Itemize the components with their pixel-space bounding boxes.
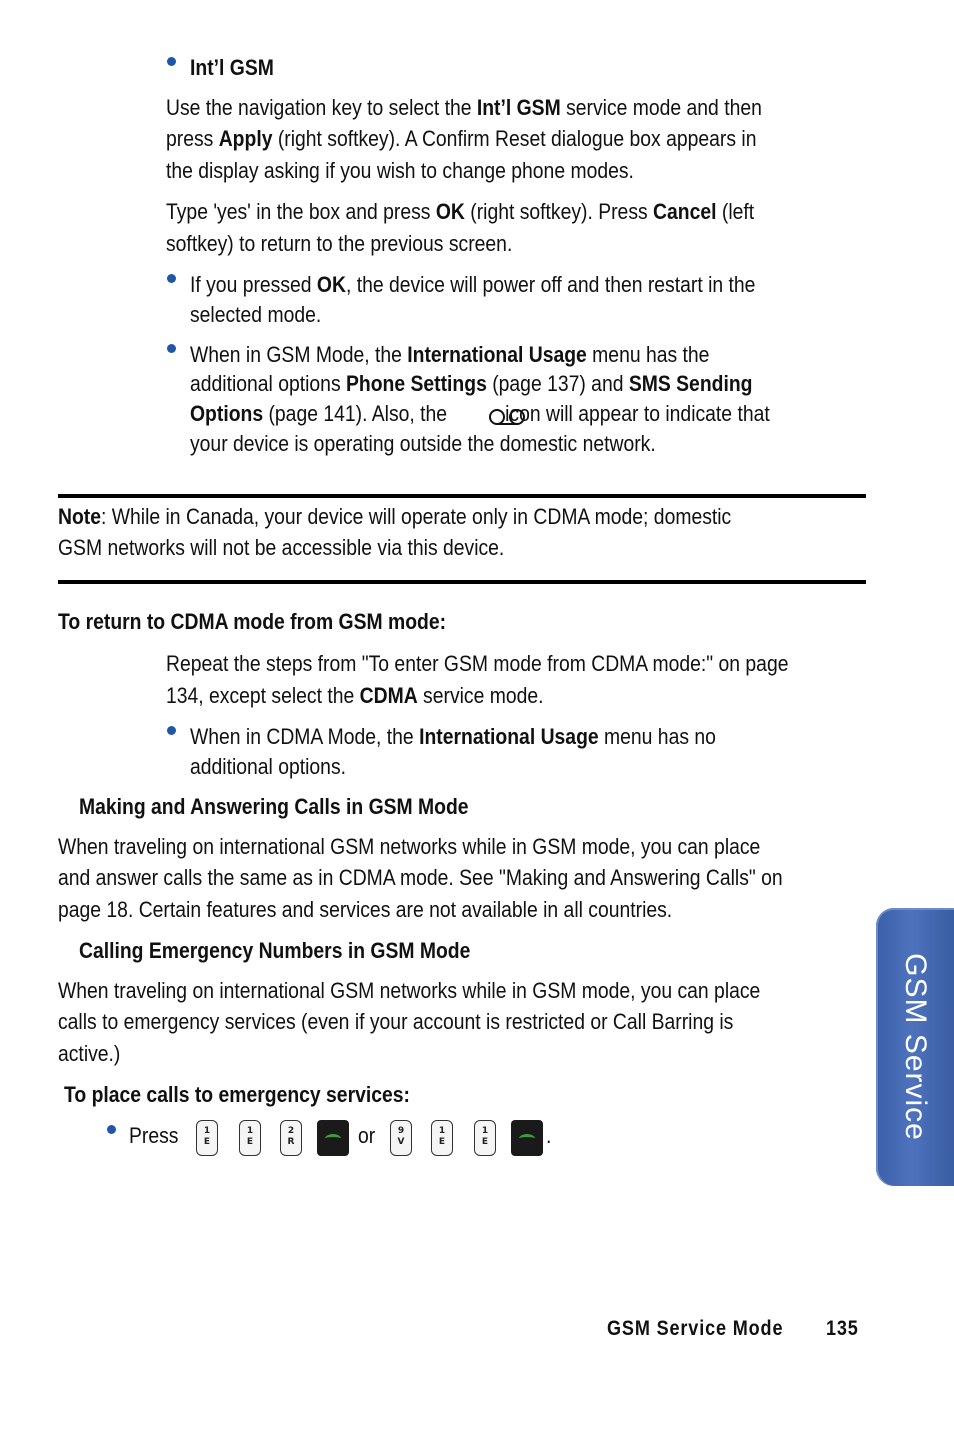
key-1-icon: 1 E: [239, 1120, 261, 1156]
bullet-line: selected mode.: [190, 302, 322, 327]
paragraph-line: softkey) to return to the previous screen.: [166, 231, 513, 256]
paragraph-line: the display asking if you wish to change phone modes.: [166, 158, 634, 183]
bullet-icon: [167, 57, 176, 66]
bullet-icon: [167, 726, 176, 735]
bullet-line: If you pressed OK, the device will power off and then restart in the: [190, 272, 756, 297]
key-9-icon: 9 V: [390, 1120, 412, 1156]
paragraph-line: and answer calls the same as in CDMA mode. See "Making and Answering Calls" on: [58, 865, 783, 890]
send-key-icon: [317, 1120, 349, 1156]
procedure-heading: To place calls to emergency services:: [64, 1082, 410, 1107]
paragraph-line: When traveling on international GSM networks while in GSM mode, you can place: [58, 834, 761, 859]
bullet-line: When in GSM Mode, the International Usage menu has the: [190, 342, 710, 367]
key-2-icon: 2 R: [280, 1120, 302, 1156]
paragraph-line: Type 'yes' in the box and press OK (right softkey). Press Cancel (left: [166, 199, 755, 224]
footer-title: GSM Service Mode: [607, 1317, 784, 1340]
page-number: 135: [826, 1317, 859, 1340]
section-heading: Making and Answering Calls in GSM Mode: [79, 794, 469, 819]
bullet-icon: [167, 274, 176, 283]
paragraph-line: active.): [58, 1041, 121, 1066]
bullet-line: additional options Phone Settings (page 137) and SMS Sending: [190, 371, 753, 396]
paragraph-line: page 18. Certain features and services are not available in all countries.: [58, 897, 673, 922]
procedure-heading: To return to CDMA mode from GSM mode:: [58, 609, 447, 634]
side-tab: [876, 908, 954, 1186]
bullet-line: Options (page 141). Also, the icon will appear to indicate that: [190, 401, 770, 426]
key-1-icon: 1 E: [196, 1120, 218, 1156]
side-tab-label: GSM Service: [899, 953, 932, 1141]
bullet-line: additional options.: [190, 754, 346, 779]
note-line: Note: While in Canada, your device will operate only in CDMA mode; domestic: [58, 504, 732, 529]
press-label: Press: [129, 1123, 179, 1148]
paragraph-line: When traveling on international GSM networks while in GSM mode, you can place: [58, 978, 761, 1003]
bullet-icon: [107, 1125, 116, 1134]
paragraph-line: Repeat the steps from "To enter GSM mode from CDMA mode:" on page: [166, 651, 789, 676]
end-period: .: [546, 1123, 552, 1148]
bullet-icon: [167, 344, 176, 353]
bullet-line: When in CDMA Mode, the International Usage menu has no: [190, 724, 716, 749]
send-key-icon: [511, 1120, 543, 1156]
note-line: GSM networks will not be accessible via this device.: [58, 535, 505, 560]
note-rule-bottom: [58, 580, 866, 584]
voicemail-icon: [486, 406, 528, 426]
paragraph-line: Use the navigation key to select the Int’l GSM service mode and then: [166, 95, 762, 120]
paragraph-line: calls to emergency services (even if your account is restricted or Call Barring is: [58, 1009, 734, 1034]
key-1-icon: 1 E: [431, 1120, 453, 1156]
section-heading: Calling Emergency Numbers in GSM Mode: [79, 938, 471, 963]
or-label: or: [358, 1123, 376, 1148]
section-heading: Int’l GSM: [190, 55, 274, 80]
paragraph-line: 134, except select the CDMA service mode.: [166, 683, 544, 708]
bullet-line: your device is operating outside the domestic network.: [190, 431, 656, 456]
note-rule-top: [58, 494, 866, 498]
key-1-icon: 1 E: [474, 1120, 496, 1156]
paragraph-line: press Apply (right softkey). A Confirm Reset dialogue box appears in: [166, 126, 757, 151]
